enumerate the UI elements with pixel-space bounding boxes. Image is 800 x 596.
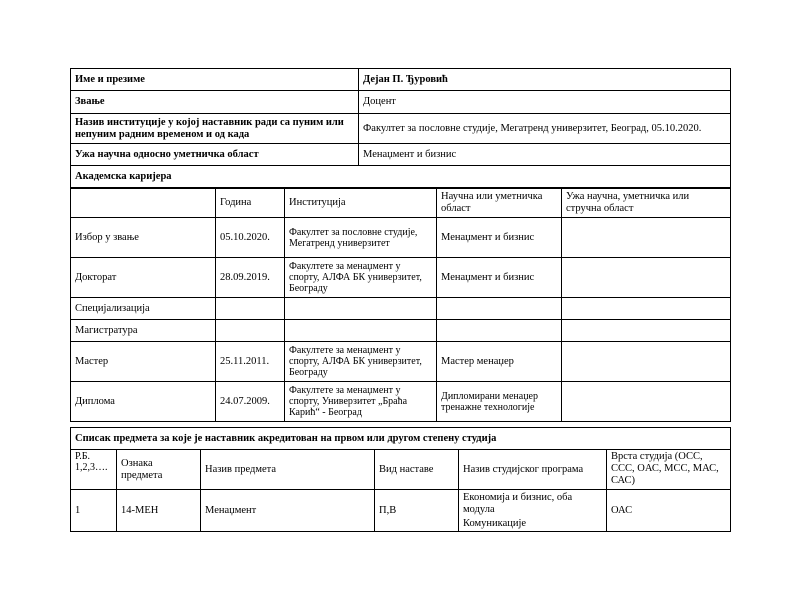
career-type: Докторат [71,258,216,298]
title-row [71,91,731,114]
career-header-year: Година [216,189,285,218]
course-level: ОАС [607,490,731,532]
career-type: Магистратура [71,320,216,342]
career-year: 24.07.2009. [216,382,285,422]
institution-value: Факултет за пословне студије, Мегатренд универзитет, Београд, 05.10.2020. [359,114,731,144]
courses-row [71,490,731,532]
institution-row [71,114,731,144]
name-row [71,69,731,91]
career-row [71,298,731,320]
career-subarea [562,218,731,258]
career-area: Менаџмент и бизнис [437,218,562,258]
course-rb: 1 [71,490,117,532]
institution-label: Назив институције у којој наставник ради са пуним или непуним радним временом и од када [71,114,359,144]
career-row [71,218,731,258]
title-value: Доцент [359,91,731,114]
career-row [71,342,731,382]
field-row [71,144,731,166]
courses-heading: Списак предмета за које је наставник акредитован на првом или другом степену студија [71,428,731,450]
career-row [71,258,731,298]
career-institution [285,298,437,320]
career-header-type [71,189,216,218]
career-type: Избор у звање [71,218,216,258]
course-code: 14-МЕН [117,490,201,532]
career-year: 28.09.2019. [216,258,285,298]
career-area [437,320,562,342]
personal-info-table [70,68,731,188]
courses-header-type: Вид наставе [375,450,459,490]
courses-header-rb: Р.Б. 1,2,3…. [71,450,117,490]
career-subarea [562,258,731,298]
career-institution: Факултете за менаџмент у спорту, АЛФА БК универзитет, Београду [285,342,437,382]
title-label: Звање [71,91,359,114]
career-institution: Факултет за пословне студије, Мегатренд универзитет [285,218,437,258]
career-institution: Факултете за менаџмент у спорту, Универзитет „Браћа Карић“ - Београд [285,382,437,422]
courses-header-program: Назив студијског програма [459,450,607,490]
career-area: Менаџмент и бизнис [437,258,562,298]
career-type: Диплома [71,382,216,422]
field-value: Менаџмент и бизнис [359,144,731,166]
career-area [437,298,562,320]
course-name: Менаџмент [201,490,375,532]
name-label: Име и презиме [71,69,359,91]
career-row [71,320,731,342]
career-area: Мастер менаџер [437,342,562,382]
career-header-row [71,189,731,218]
course-program [459,490,607,532]
career-header-subarea: Ужа научна, уметничка или стручна област [562,189,731,218]
field-label: Ужа научна односно уметничка област [71,144,359,166]
career-institution [285,320,437,342]
course-program-1: Економија и бизнис, оба модула [463,491,573,515]
career-subarea [562,342,731,382]
courses-heading-row [71,428,731,450]
course-program-2: Комуникације [463,517,527,529]
career-subarea [562,382,731,422]
career-heading-row [71,166,731,188]
career-year [216,320,285,342]
career-year: 05.10.2020. [216,218,285,258]
name-value: Дејан П. Ђуровић [359,69,731,91]
courses-table [70,427,731,532]
course-type: П,В [375,490,459,532]
courses-header-name: Назив предмета [201,450,375,490]
courses-header-code: Ознака предмета [117,450,201,490]
career-year [216,298,285,320]
career-subarea [562,320,731,342]
career-year: 25.11.2011. [216,342,285,382]
courses-header-row [71,450,731,490]
career-subarea [562,298,731,320]
courses-header-level: Врста студија (ОСС, ССС, OАС, МСС, МАС, САС) [607,450,731,490]
career-area: Дипломирани менаџер тренажне технологије [437,382,562,422]
career-row [71,382,731,422]
career-header-institution: Институција [285,189,437,218]
career-header-area: Научна или уметничка област [437,189,562,218]
career-type: Мастер [71,342,216,382]
career-table [70,188,731,422]
career-institution: Факултете за менаџмент у спорту, АЛФА БК универзитет, Београду [285,258,437,298]
career-heading: Академска каријера [71,166,731,188]
career-type: Специјализација [71,298,216,320]
